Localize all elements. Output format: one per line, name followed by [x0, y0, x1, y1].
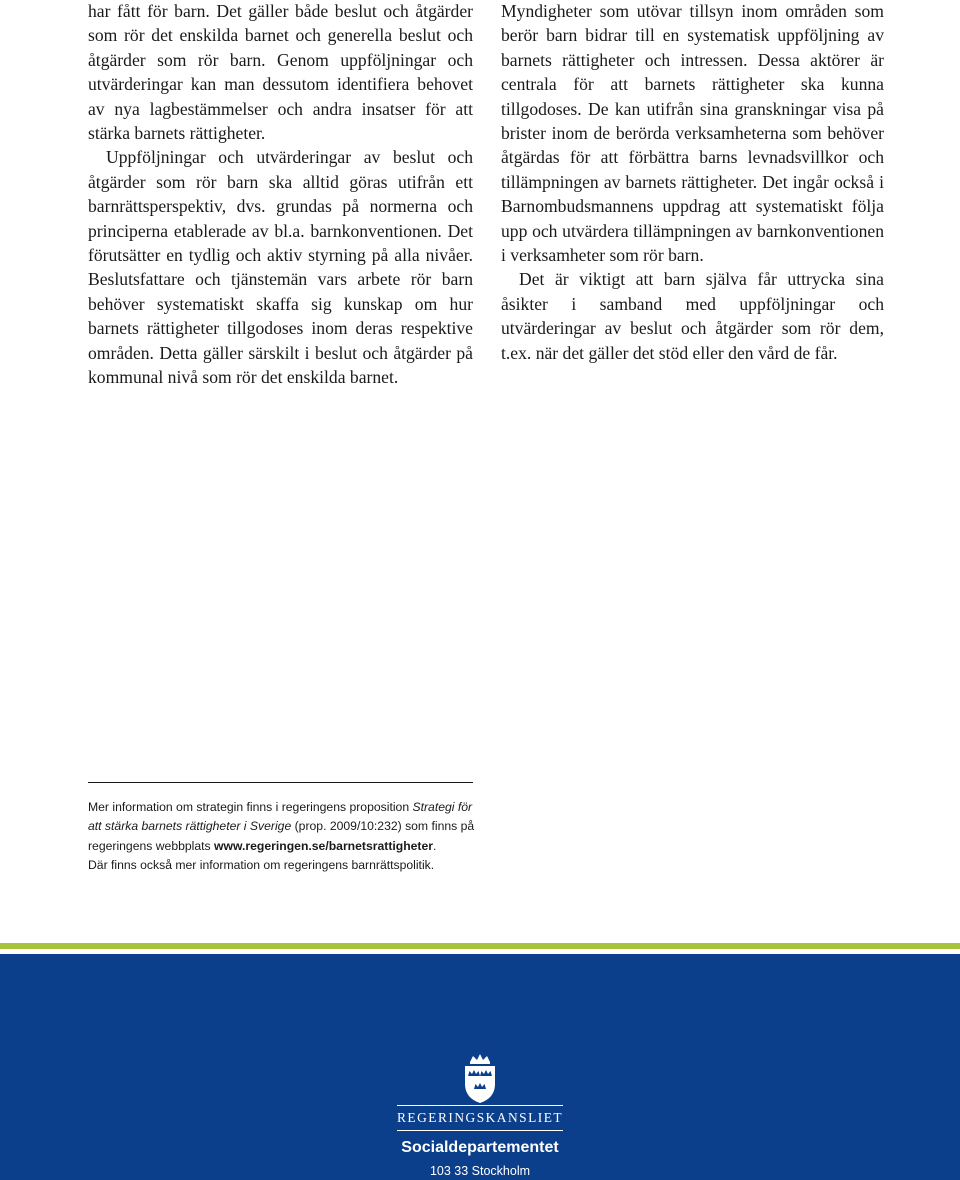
right-text-column: [501, 0, 884, 365]
info-paragraph: [88, 798, 488, 856]
info-divider: [88, 782, 473, 783]
left-text-column: [88, 0, 473, 390]
green-accent-bar: [0, 943, 960, 949]
logo-wordmark: REGERINGSKANSLIET: [397, 1110, 564, 1125]
proposition-title: Strategi för att stärka barnets rättigheter i Sverige: [88, 800, 473, 834]
left-paragraph-2: Uppföljningar och utvärderingar av beslut och åtgärder som rör barn ska alltid göras utifrån ett barnrättsperspektiv, dvs. grundas på normerna och principerna etablerade av bl.a. barnkonventionen. Det förutsätter en tydlig och aktiv styrning på alla nivåer. Beslutsfattare och tjänstemän vars arbete rör barn behöver systematiskt skaffa sig kunskap om hur barnets rättigheter tillgodoses inom deras respektive områden. Detta gäller särskilt i beslut och åtgärder på kommunal nivå som rör det enskilda barnet.: [88, 147, 473, 388]
three-crowns-crest-icon: [456, 1054, 504, 1104]
logo-rule-top: [397, 1105, 563, 1106]
info-paragraph-2: Där finns också mer information om regeringens barnrättspolitik.: [88, 858, 435, 873]
info-lead: Mer information om strategin finns i regeringens proposition: [88, 800, 413, 814]
info-end: .: [433, 838, 437, 853]
department-address: 103 33 Stockholm: [429, 1164, 531, 1178]
info-box: [88, 798, 488, 876]
info-middle: (prop. 2009/10:232) som finns på regeringens webbplats: [88, 819, 475, 853]
left-paragraph-1: har fått för barn. Det gäller både beslut och åtgärder som rör det enskilda barnet och generella beslut och åtgärder som rör barn. Genom uppföljningar och utvärderingar kan man dessutom identifiera behovet av nya lagbestämmelser och andra insatser för att stärka barnets rättigheter.: [88, 1, 473, 144]
logo-rule-bottom: [397, 1130, 563, 1131]
department-name: Socialdepartementet: [401, 1139, 559, 1156]
website-link[interactable]: www.regeringen.se/barnetsrattigheter: [214, 838, 434, 853]
right-paragraph-1: Myndigheter som utövar tillsyn inom områden som berör barn bidrar till en systematisk uppföljning av barnets rättigheter och intressen. Dessa aktörer är centrala för att barnets rättigheter ska kunna tillgodoses. De kan utifrån sina granskningar visa på brister inom de berörda verksamheterna som behöver åtgärdas för att förbättra barns levnadsvillkor och tillämpningen av barnets rättigheter. Det ingår också i Barnombudsmannens uppdrag att systematiskt följa upp och utvärdera tillämpningen av barnkonventionen i verksamheter som rör barn.: [501, 1, 884, 266]
right-paragraph-2: Det är viktigt att barn själva får uttrycka sina åsikter i samband med uppföljningar och utvärderingar av beslut och åtgärder som rör dem, t.ex. när det gäller det stöd eller den vård de får.: [501, 269, 884, 363]
